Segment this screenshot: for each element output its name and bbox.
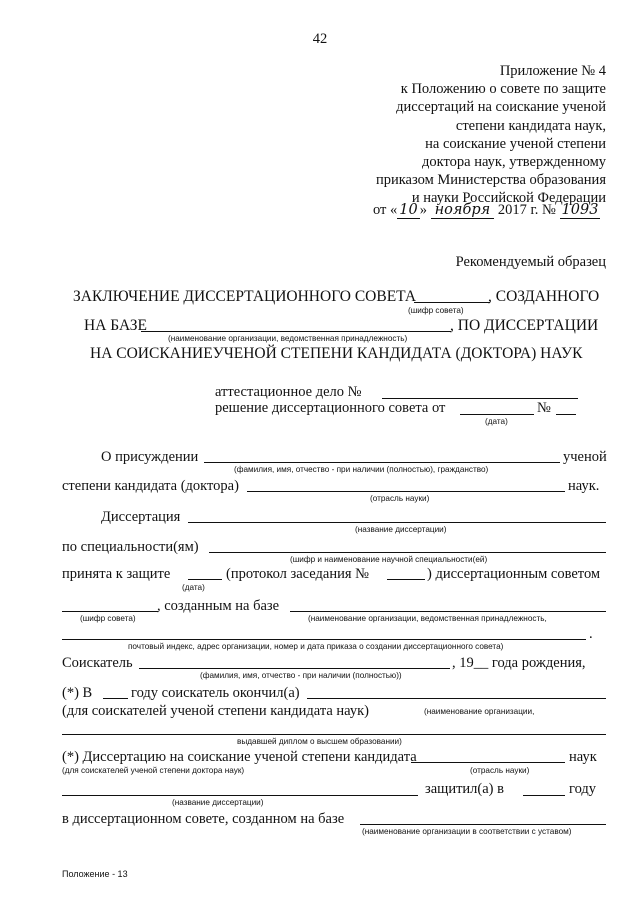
diploma-line <box>62 734 606 735</box>
specialty-label: по специальности(ям) <box>62 539 199 555</box>
created-label: , созданным на базе <box>157 598 280 614</box>
accepted-date-line <box>188 579 222 580</box>
graduation-year-line <box>103 698 128 699</box>
council-code-caption: (шифр совета) <box>408 306 464 315</box>
accepted-date-caption: (дата) <box>182 583 205 592</box>
annex-line: степени кандидата наук, <box>455 117 606 134</box>
applicant-caption: (фамилия, имя, отчество - при наличии (полностью)) <box>200 671 402 680</box>
handwritten-month: ноября <box>431 202 495 219</box>
doctoral-title-caption: (название диссертации) <box>172 798 264 807</box>
date-quote: » <box>419 202 427 218</box>
council-org-caption: (наименование организации в соответствии с уставом) <box>362 827 572 836</box>
protocol-number-line <box>387 579 425 580</box>
diploma-caption: выдавшей диплом о высшем образовании) <box>237 737 402 746</box>
title-line-2: НА БАЗЕ <box>84 317 147 334</box>
decision-no-sign: № <box>537 400 551 416</box>
council-text: в диссертационном совете, созданном на базе <box>62 811 345 827</box>
title-created: , СОЗДАННОГО <box>488 288 600 305</box>
org-caption: (наименование организации, ведомственная принадлежность) <box>168 334 408 343</box>
decision-number-line <box>556 414 576 415</box>
doctoral-tail: наук <box>569 749 597 765</box>
doctoral-title-line <box>62 795 418 796</box>
annex-block <box>376 62 606 208</box>
council-caption: (шифр совета) <box>80 614 136 623</box>
dissertation-title-line <box>188 522 606 523</box>
accepted-council: ) диссертационным советом <box>427 566 601 582</box>
protocol-label: (протокол заседания № <box>226 566 370 582</box>
address-line <box>62 639 586 640</box>
page-number: 42 <box>312 31 328 47</box>
annex-line: Приложение № 4 <box>499 63 606 79</box>
date-year: 2017 г. № <box>497 202 556 218</box>
candidate-note: (для соискателей ученой степени кандидата наук) <box>62 703 370 719</box>
title-line-1: ЗАКЛЮЧЕНИЕ ДИССЕРТАЦИОННОГО СОВЕТА <box>73 288 417 305</box>
annex-line: и науки Российской Федерации <box>411 190 606 207</box>
case-number-line <box>382 398 578 399</box>
birth-year-text: , 19__ года рождения, <box>452 655 586 671</box>
degree-label: степени кандидата (доктора) <box>62 478 239 494</box>
annex-line: к Положению о совете по защите <box>400 81 606 98</box>
address-caption: почтовый индекс, адрес организации, номер и дата приказа о создании диссертационного совета) <box>128 642 504 651</box>
footer-label: Положение - 13 <box>62 869 128 879</box>
base-organization-line <box>290 611 606 612</box>
doctoral-branch-line <box>411 762 565 763</box>
decision-date-line <box>460 414 534 415</box>
defended-year-line <box>523 795 565 796</box>
title-line-3: НА СОИСКАНИЕУЧЕНОЙ СТЕПЕНИ КАНДИДАТА (ДОКТОРА) НАУК <box>90 345 583 362</box>
graduation-prefix: (*) В <box>62 685 93 701</box>
graduation-text: году соискатель окончил(а) <box>131 685 300 701</box>
council-code-line <box>414 302 490 303</box>
graduation-org-caption: (наименование организации, <box>424 707 535 716</box>
base-org-line <box>141 331 451 332</box>
specialty-line <box>209 552 606 553</box>
recommended-sample: Рекомендуемый образец <box>455 254 606 270</box>
defended-year-word: году <box>569 781 597 797</box>
decision-date-caption: (дата) <box>485 417 508 426</box>
handwritten-number: 1093 <box>561 202 599 218</box>
name-caption: (фамилия, имя, отчество - при наличии (полностью), гражданство) <box>234 465 489 474</box>
branch-caption: (отрасль науки) <box>370 494 430 503</box>
applicant-label: Соискатель <box>62 655 133 671</box>
annex-line: диссертаций на соискание ученой <box>396 99 606 116</box>
council-org-line <box>360 824 606 825</box>
date-prefix: от « <box>373 202 398 218</box>
applicant-name-line <box>204 462 560 463</box>
annex-line: приказом Министерства образования <box>375 172 606 189</box>
graduation-org-line <box>307 698 606 699</box>
annex-line: на соискание ученой степени <box>425 135 606 152</box>
address-dot: . <box>589 626 593 642</box>
council-code-field <box>62 611 158 612</box>
case-label: аттестационное дело № <box>215 384 362 400</box>
applicant-full-name-line <box>139 668 450 669</box>
decision-label: решение диссертационного совета от <box>215 400 446 416</box>
defended-label: защитил(а) в <box>425 781 504 797</box>
accepted-label: принята к защите <box>62 566 171 582</box>
handwritten-day: 10 <box>399 202 418 218</box>
branch-line <box>247 491 565 492</box>
doctoral-note: (для соискателей ученой степени доктора наук) <box>62 766 245 775</box>
dissertation-caption: (название диссертации) <box>355 525 447 534</box>
award-label: О присуждении <box>101 449 199 465</box>
degree-tail: наук. <box>568 478 600 494</box>
doctoral-branch-caption: (отрасль науки) <box>470 766 530 775</box>
dissertation-label: Диссертация <box>101 509 181 525</box>
organization-caption: (наименование организации, ведомственная принадлежность, <box>308 614 547 623</box>
title-dissertation: , ПО ДИССЕРТАЦИИ <box>450 317 599 334</box>
annex-line: доктора наук, утвержденному <box>422 154 606 171</box>
award-tail: ученой <box>563 449 607 465</box>
annex-date <box>373 203 600 218</box>
doctoral-text: (*) Диссертацию на соискание ученой степени кандидата <box>62 749 417 765</box>
specialty-caption: (шифр и наименование научной специальности(ей) <box>290 555 488 564</box>
